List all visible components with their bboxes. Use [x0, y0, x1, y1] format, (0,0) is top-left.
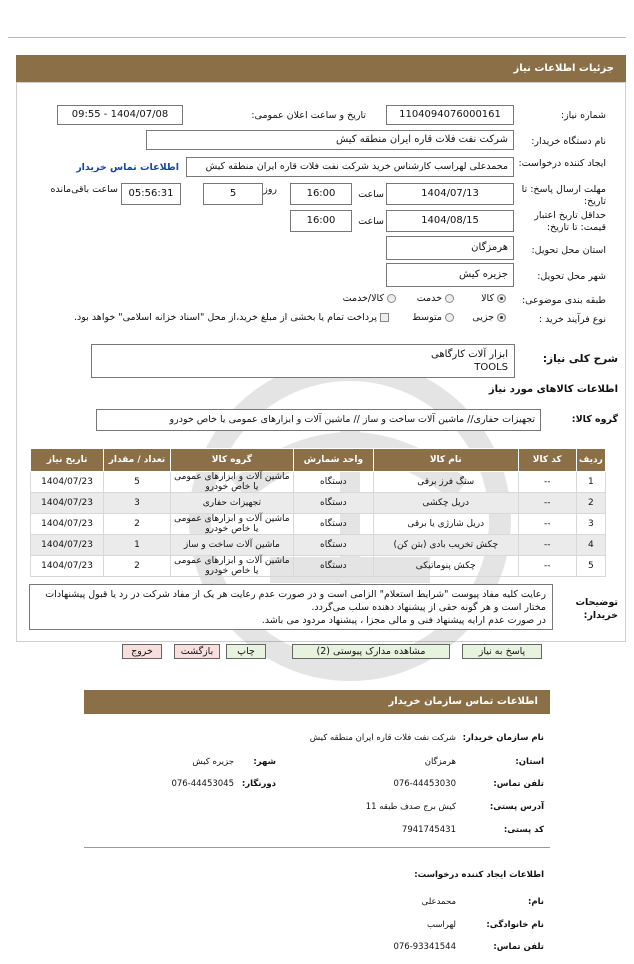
radio-icon[interactable] — [387, 294, 396, 303]
announce-field: 1404/07/08 - 09:55 — [57, 105, 183, 125]
cell-code: -- — [518, 514, 576, 535]
table-row — [31, 472, 606, 493]
contact-province-label: استان: — [515, 757, 544, 767]
col-date: تاریخ نیاز — [31, 449, 104, 472]
creator-phone: 076-93341544 — [393, 942, 456, 952]
days-label: روز — [263, 184, 277, 195]
category-label: طبقه بندی موضوعی: — [521, 295, 606, 306]
summary-label: شرح کلی نیاز: — [542, 353, 618, 365]
cell-group: ماشین آلات ساخت و ساز — [170, 535, 293, 556]
col-name: نام کالا — [373, 449, 518, 472]
deadline-label: مهلت ارسال پاسخ: تا تاریخ: — [521, 184, 606, 207]
cell-group: ماشین آلات و ابزارهای عمومی یا خاص خودرو — [170, 514, 293, 535]
process-label: نوع فرآیند خرید : — [538, 314, 606, 325]
summary-line-1: ابزار آلات کارگاهی — [431, 349, 508, 360]
contact-province: هرمزگان — [424, 757, 456, 767]
contact-address-label: آدرس پستی: — [489, 802, 544, 812]
print-button[interactable]: چاپ — [226, 644, 266, 659]
contact-city-label: شهر: — [253, 757, 276, 767]
cell-unit: دستگاه — [294, 514, 374, 535]
contact-org-label: نام سازمان خریدار: — [462, 733, 544, 743]
cell-row: 1 — [576, 472, 605, 493]
buyer-org-field: شرکت نفت فلات قاره ایران منطقه کیش — [146, 130, 514, 150]
creator-name-label: نام: — [527, 897, 544, 907]
contact-fax: 076-44453045 — [171, 779, 234, 789]
back-button[interactable]: بازگشت — [174, 644, 220, 659]
notes-line-3: در صورت عدم ارایه پیشنهاد فنی و مالی مجزا ، پیشنهاد مردود می باشد. — [261, 615, 546, 626]
category-option-both[interactable]: کالا/خدمت — [343, 293, 396, 304]
cell-name: دریل شارژی یا برقی — [373, 514, 518, 535]
checkbox-icon[interactable] — [380, 313, 389, 322]
cell-name: چکش تخریب بادی (بتن کن) — [373, 535, 518, 556]
cell-unit: دستگاه — [294, 535, 374, 556]
cell-name: چکش پنوماتیکی — [373, 556, 518, 577]
process-option-minor[interactable]: جزیی — [472, 312, 506, 323]
creator-field: محمدعلی لهراسب کارشناس خرید شرکت نفت فلات قاره ایران منطقه کیش — [186, 157, 514, 177]
deadline-time-label: ساعت — [358, 189, 384, 200]
notes-label: توضیحات خریدار: — [575, 597, 618, 621]
creator-family: لهراسب — [426, 920, 456, 930]
contact-divider — [84, 847, 550, 848]
page-header: جزئیات اطلاعات نیاز — [16, 55, 626, 82]
validity-date-field: 1404/08/15 — [386, 210, 514, 232]
cell-code: -- — [518, 535, 576, 556]
cell-unit: دستگاه — [294, 493, 374, 514]
contact-city: جزیره کیش — [192, 757, 234, 767]
need-number-field: 1104094076000161 — [386, 105, 514, 125]
cell-date: 1404/07/23 — [31, 556, 104, 577]
cell-name: سنگ فرز برقی — [373, 472, 518, 493]
cell-qty: 2 — [104, 556, 171, 577]
creator-info-title: اطلاعات ایجاد کننده درخواست: — [414, 870, 544, 880]
notes-line-2: مختار است و هر گونه حقی از پیشنهاد دهنده سلب می‌گردد. — [311, 602, 546, 613]
cell-row: 3 — [576, 514, 605, 535]
cell-unit: دستگاه — [294, 472, 374, 493]
col-group: گروه کالا — [170, 449, 293, 472]
contact-postal: 7941745431 — [401, 825, 456, 835]
goods-section-title: اطلاعات کالاهای مورد نیاز — [488, 384, 618, 395]
radio-icon[interactable] — [445, 294, 454, 303]
table-header-row — [31, 449, 606, 472]
cell-unit: دستگاه — [294, 556, 374, 577]
cell-date: 1404/07/23 — [31, 535, 104, 556]
cell-group: ماشین آلات و ابزارهای عمومی یا خاص خودرو — [170, 556, 293, 577]
process-option-medium[interactable]: متوسط — [412, 312, 454, 323]
creator-phone-label: تلفن تماس: — [493, 942, 544, 952]
cell-qty: 5 — [104, 472, 171, 493]
city-field: جزیره کیش — [386, 263, 514, 287]
creator-family-label: نام خانوادگی: — [486, 920, 544, 930]
goods-group-label: گروه کالا: — [571, 414, 618, 425]
validity-time-field: 16:00 — [290, 210, 352, 232]
province-label: استان محل تحویل: — [531, 245, 606, 256]
contact-phone-label: تلفن تماس: — [493, 779, 544, 789]
radio-icon[interactable] — [445, 313, 454, 322]
reply-button[interactable]: پاسخ به نیاز — [462, 644, 542, 659]
days-field: 5 — [203, 183, 263, 205]
cell-group: تجهیزات حفاری — [170, 493, 293, 514]
table-row — [31, 535, 606, 556]
buyer-contact-link[interactable]: اطلاعات تماس خریدار — [76, 162, 179, 173]
cell-group: ماشین آلات و ابزارهای عمومی یا خاص خودرو — [170, 472, 293, 493]
cell-qty: 1 — [104, 535, 171, 556]
table-row — [31, 514, 606, 535]
category-option-goods[interactable]: کالا — [481, 293, 506, 304]
cell-qty: 3 — [104, 493, 171, 514]
validity-label: حداقل تاریخ اعتبار قیمت: تا تاریخ: — [534, 210, 606, 233]
remaining-label: ساعت باقی‌مانده — [50, 184, 118, 195]
deadline-date-field: 1404/07/13 — [386, 183, 514, 205]
city-label: شهر محل تحویل: — [537, 271, 606, 282]
cell-row: 5 — [576, 556, 605, 577]
cell-row: 2 — [576, 493, 605, 514]
deadline-time-field: 16:00 — [290, 183, 352, 205]
radio-selected-icon[interactable] — [497, 313, 506, 322]
top-divider — [8, 37, 626, 38]
contact-phone: 076-44453030 — [393, 779, 456, 789]
need-number-label: شماره نیاز: — [560, 110, 606, 121]
cell-name: دریل چکشی — [373, 493, 518, 514]
creator-label: ایجاد کننده درخواست: — [518, 158, 606, 169]
category-option-service[interactable]: خدمت — [417, 293, 454, 304]
creator-name: محمدعلی — [421, 897, 456, 907]
cell-code: -- — [518, 493, 576, 514]
col-qty: تعداد / مقدار — [104, 449, 171, 472]
summary-box — [91, 344, 515, 378]
contact-postal-label: کد پستی: — [503, 825, 544, 835]
table-row — [31, 556, 606, 577]
col-row: ردیف — [576, 449, 605, 472]
exit-button[interactable]: خروج — [122, 644, 162, 659]
cell-date: 1404/07/23 — [31, 514, 104, 535]
notes-line-1: رعایت کلیه مفاد پیوست "شرایط استعلام" الزامی است و در صورت عدم رعایت هر یک از مفاد شرکت در رد یا قبول پیشنهادات — [45, 589, 546, 600]
process-note[interactable]: پرداخت تمام یا بخشی از مبلغ خرید،از محل "اسناد خزانه اسلامی" خواهد بود. — [74, 312, 389, 323]
cell-code: -- — [518, 472, 576, 493]
cell-code: -- — [518, 556, 576, 577]
buyer-org-label: نام دستگاه خریدار: — [531, 136, 606, 147]
cell-row: 4 — [576, 535, 605, 556]
cell-qty: 2 — [104, 514, 171, 535]
col-code: کد کالا — [518, 449, 576, 472]
table-row — [31, 493, 606, 514]
cell-date: 1404/07/23 — [31, 472, 104, 493]
remaining-time-field: 05:56:31 — [121, 183, 181, 205]
col-unit: واحد شمارش — [294, 449, 374, 472]
attachments-button[interactable]: مشاهده مدارک پیوستی (2) — [292, 644, 450, 659]
notes-box — [29, 584, 553, 630]
contact-fax-label: دورنگار: — [241, 779, 276, 789]
cell-date: 1404/07/23 — [31, 493, 104, 514]
contact-header: اطلاعات تماس سازمان خریدار — [84, 690, 550, 714]
validity-time-label: ساعت — [358, 216, 384, 227]
summary-line-2: TOOLS — [474, 362, 508, 373]
goods-group-field: تجهیزات حفاری// ماشین آلات ساخت و ساز // ماشین آلات و ابزارهای عمومی یا خاص خودرو — [96, 409, 541, 431]
items-table — [30, 448, 606, 577]
province-field: هرمزگان — [386, 236, 514, 260]
radio-selected-icon[interactable] — [497, 294, 506, 303]
contact-address: کیش برج صدف طبقه 11 — [365, 802, 456, 812]
contact-org: شرکت نفت فلات قاره ایران منطقه کیش — [309, 733, 456, 743]
announce-label: تاریخ و ساعت اعلان عمومی: — [251, 110, 366, 121]
